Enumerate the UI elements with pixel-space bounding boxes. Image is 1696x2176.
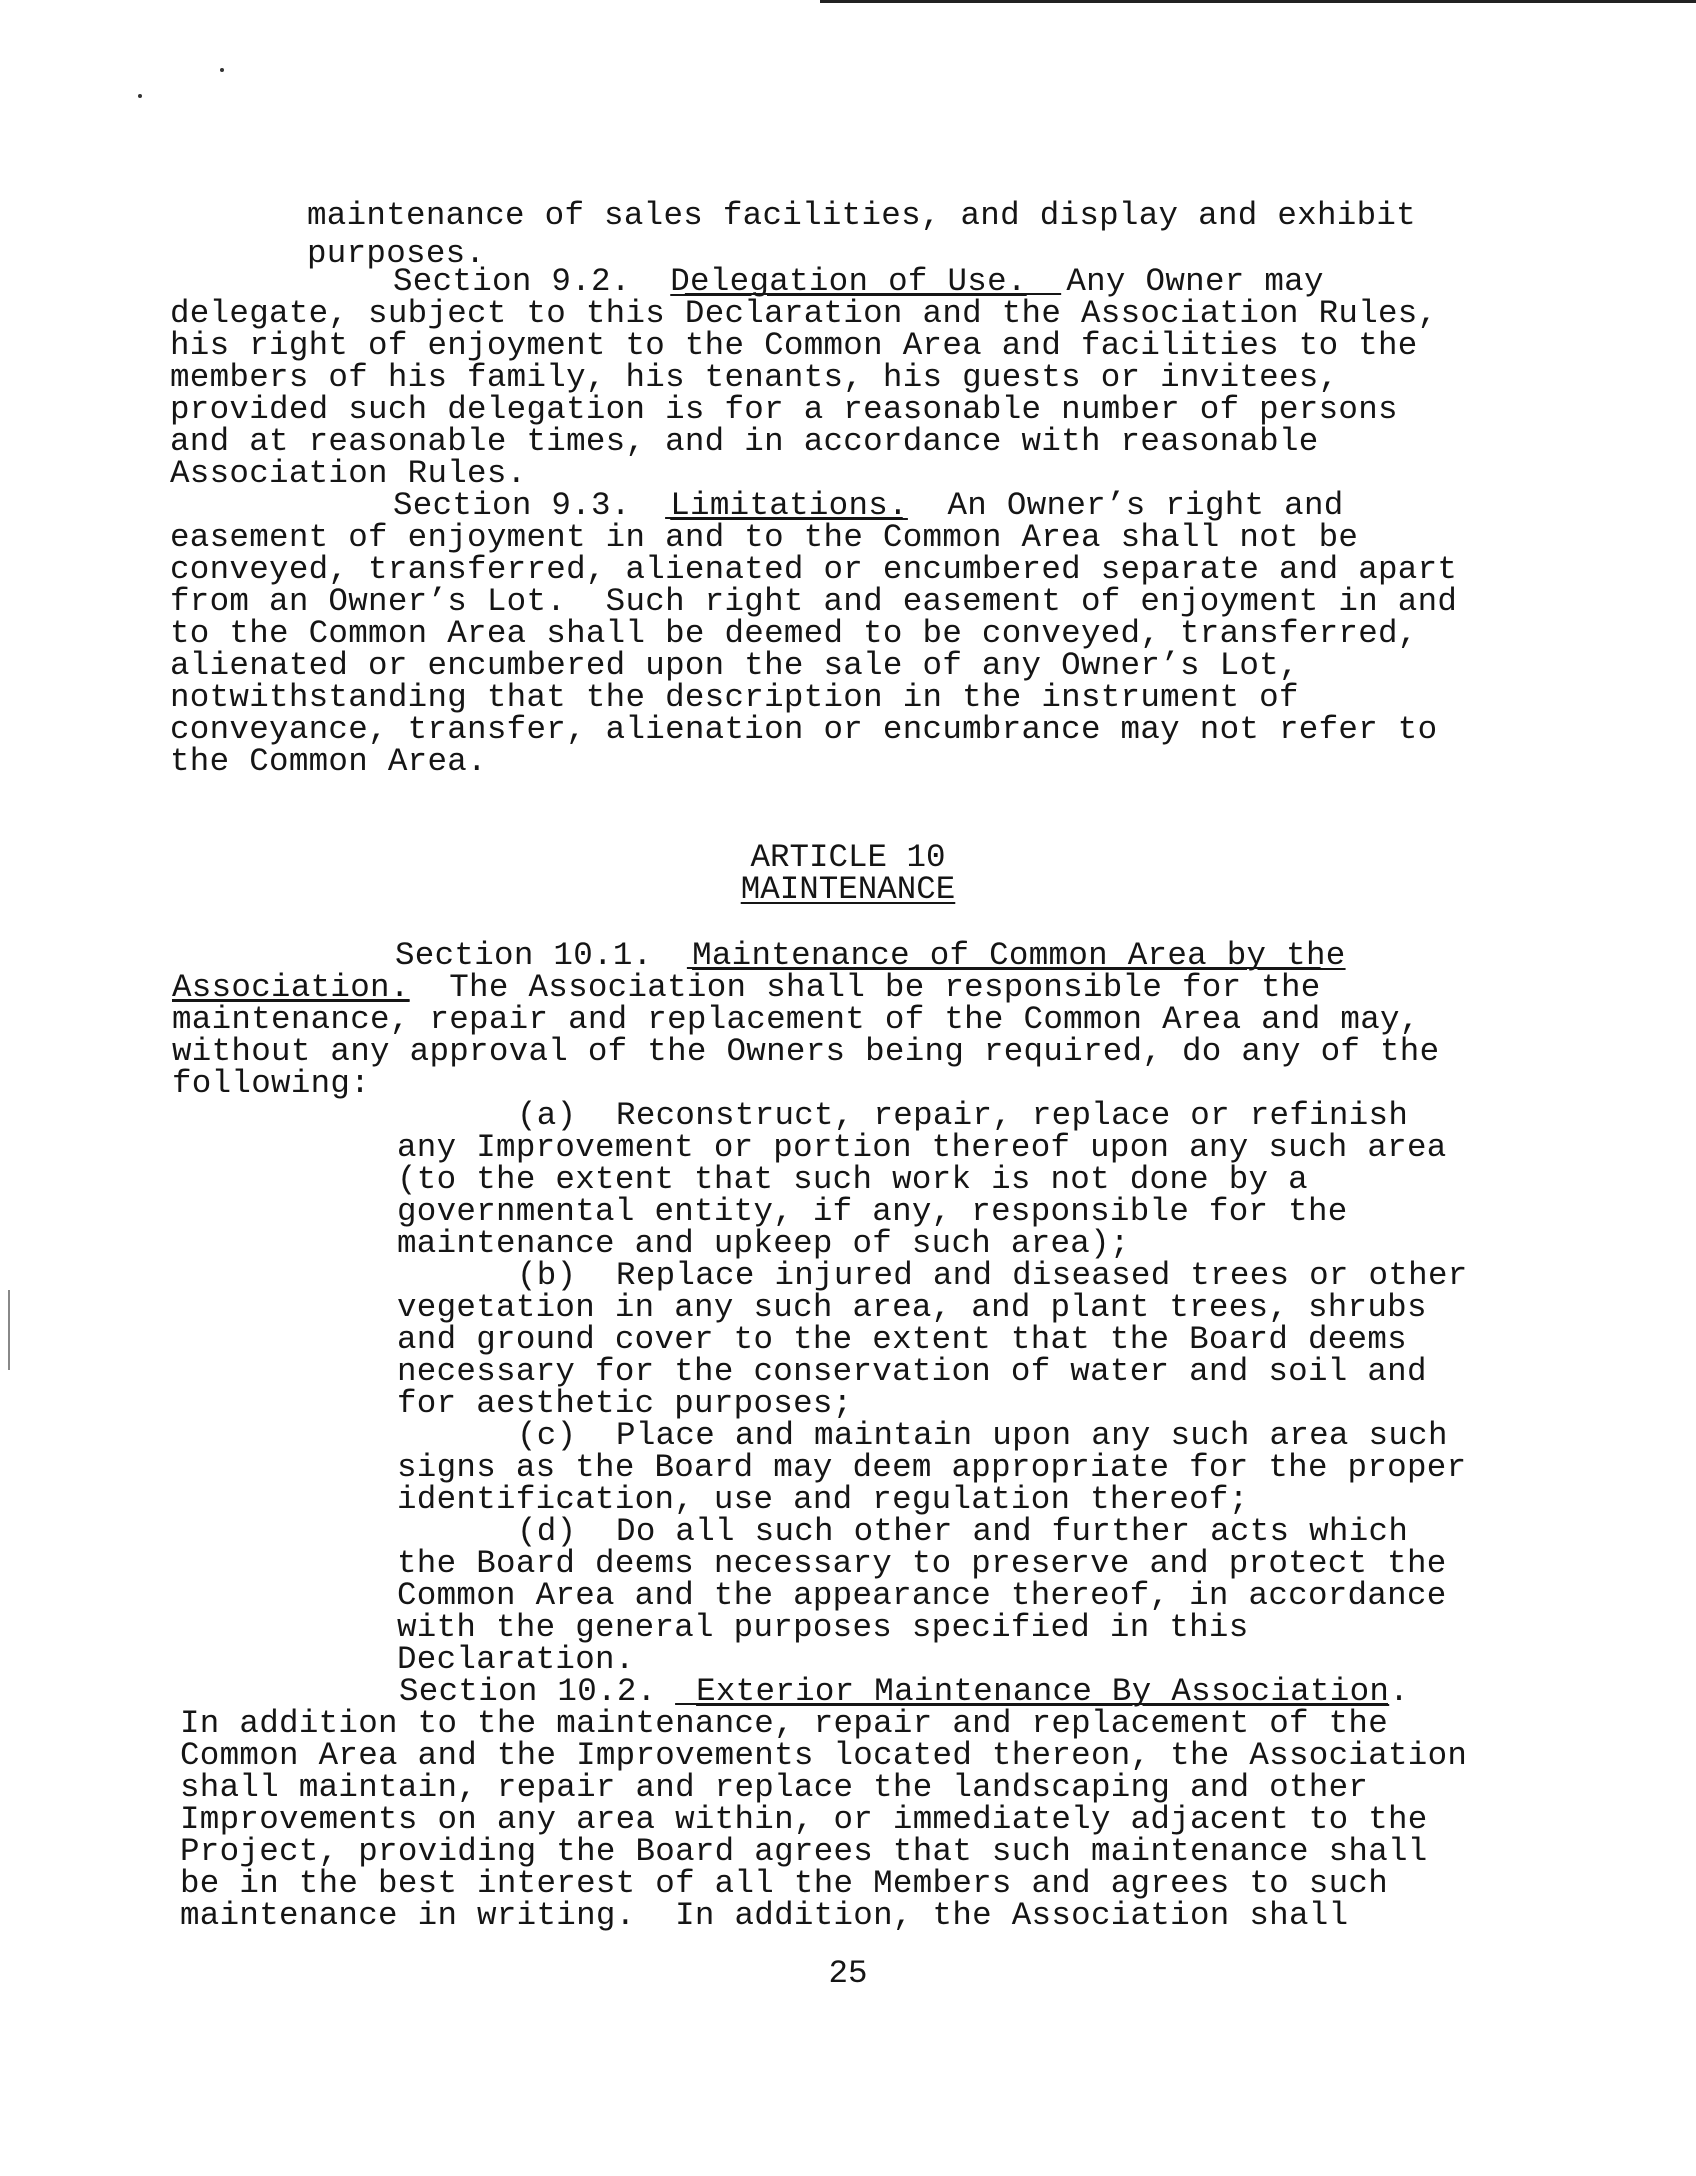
body-line: to the Common Area shall be deemed to be conveyed, transferred, (170, 615, 1418, 652)
body-line: maintenance of sales facilities, and display and exhibit (307, 197, 1416, 234)
body-line: governmental entity, if any, responsible for the (397, 1193, 1348, 1230)
body-line: with the general purposes specified in this (397, 1609, 1249, 1646)
page-number: 25 (828, 1955, 868, 1992)
body-line: conveyed, transferred, alienated or encumbered separate and apart (170, 551, 1458, 588)
scan-edge-mark (8, 1290, 10, 1370)
body-line: and ground cover to the extent that the Board deems (397, 1321, 1407, 1358)
body-line: following: (172, 1065, 371, 1102)
body-line: and at reasonable times, and in accordance with reasonable (170, 423, 1319, 460)
list-item-c: (c) Place and maintain upon any such area such (517, 1417, 1448, 1454)
body-line: any Improvement or portion thereof upon any such area (397, 1129, 1447, 1166)
list-item-a: (a) Reconstruct, repair, replace or refinish (517, 1097, 1409, 1134)
body-line: Project, providing the Board agrees that such maintenance shall (180, 1833, 1428, 1870)
body-line: purposes. (307, 235, 486, 272)
scan-speck (220, 68, 224, 72)
body-line: be in the best interest of all the Members and agrees to such (180, 1865, 1388, 1902)
body-line: necessary for the conservation of water and soil and (397, 1353, 1427, 1390)
body-line: maintenance, repair and replacement of the Common Area and may, (172, 1001, 1420, 1038)
section-9-3-title: Limitations. (670, 487, 908, 524)
body-line: Common Area and the Improvements located thereon, the Association (180, 1737, 1468, 1774)
body-line: notwithstanding that the description in the instrument of (170, 679, 1299, 716)
body-line: signs as the Board may deem appropriate for the proper (397, 1449, 1467, 1486)
body-line: Association Rules. (170, 455, 527, 492)
body-line: easement of enjoyment in and to the Common Area shall not be (170, 519, 1359, 556)
list-item-b: (b) Replace injured and diseased trees or other (517, 1257, 1468, 1294)
body-line: In addition to the maintenance, repair and replacement of the (180, 1705, 1389, 1742)
list-item-d: (d) Do all such other and further acts which (517, 1513, 1409, 1550)
section-10-1-title: Maintenance of Common Area by the (692, 937, 1346, 974)
body-line: conveyance, transfer, alienation or encumbrance may not refer to (170, 711, 1438, 748)
body-line: from an Owner’s Lot. Such right and easement of enjoyment in and (170, 583, 1458, 620)
body-line: vegetation in any such area, and plant trees, shrubs (397, 1289, 1427, 1326)
body-line: the Board deems necessary to preserve and protect the (397, 1545, 1447, 1582)
body-line: Declaration. (397, 1641, 635, 1678)
body-line: identification, use and regulation thereof; (397, 1481, 1249, 1518)
body-line: delegate, subject to this Declaration and the Association Rules, (170, 295, 1438, 332)
body-line: members of his family, his tenants, his guests or invitees, (170, 359, 1339, 396)
body-line: without any approval of the Owners being required, do any of the (172, 1033, 1440, 1070)
article-title: MAINTENANCE (740, 871, 956, 908)
body-line: maintenance in writing. In addition, the Association shall (180, 1897, 1349, 1934)
section-9-2-heading: Section 9.2. Delegation of Use. Any Owner may (393, 263, 1324, 300)
section-10-2-title: Exterior Maintenance By Association (696, 1673, 1390, 1710)
body-line: the Common Area. (170, 743, 487, 780)
body-line: Association. The Association shall be responsible for the (172, 969, 1321, 1006)
body-line: maintenance and upkeep of such area); (397, 1225, 1130, 1262)
section-9-2-title: Delegation of Use. (670, 263, 1027, 300)
body-line: his right of enjoyment to the Common Area and facilities to the (170, 327, 1418, 364)
article-number: ARTICLE 10 (750, 839, 946, 876)
section-10-1-heading: Section 10.1. Maintenance of Common Area by the (395, 937, 1346, 974)
section-10-2-heading: Section 10.2. Exterior Maintenance By Association. (399, 1673, 1409, 1710)
body-line: Improvements on any area within, or immediately adjacent to the (180, 1801, 1428, 1838)
body-line: Common Area and the appearance thereof, in accordance (397, 1577, 1447, 1614)
scan-top-border (820, 0, 1696, 3)
body-line: alienated or encumbered upon the sale of any Owner’s Lot, (170, 647, 1299, 684)
body-line: shall maintain, repair and replace the landscaping and other (180, 1769, 1369, 1806)
body-line: provided such delegation is for a reasonable number of persons (170, 391, 1398, 428)
body-line: (to the extent that such work is not done by a (397, 1161, 1308, 1198)
scan-speck (138, 94, 142, 98)
body-line: for aesthetic purposes; (397, 1385, 853, 1422)
section-9-3-heading: Section 9.3. Limitations. An Owner’s right and (393, 487, 1344, 524)
